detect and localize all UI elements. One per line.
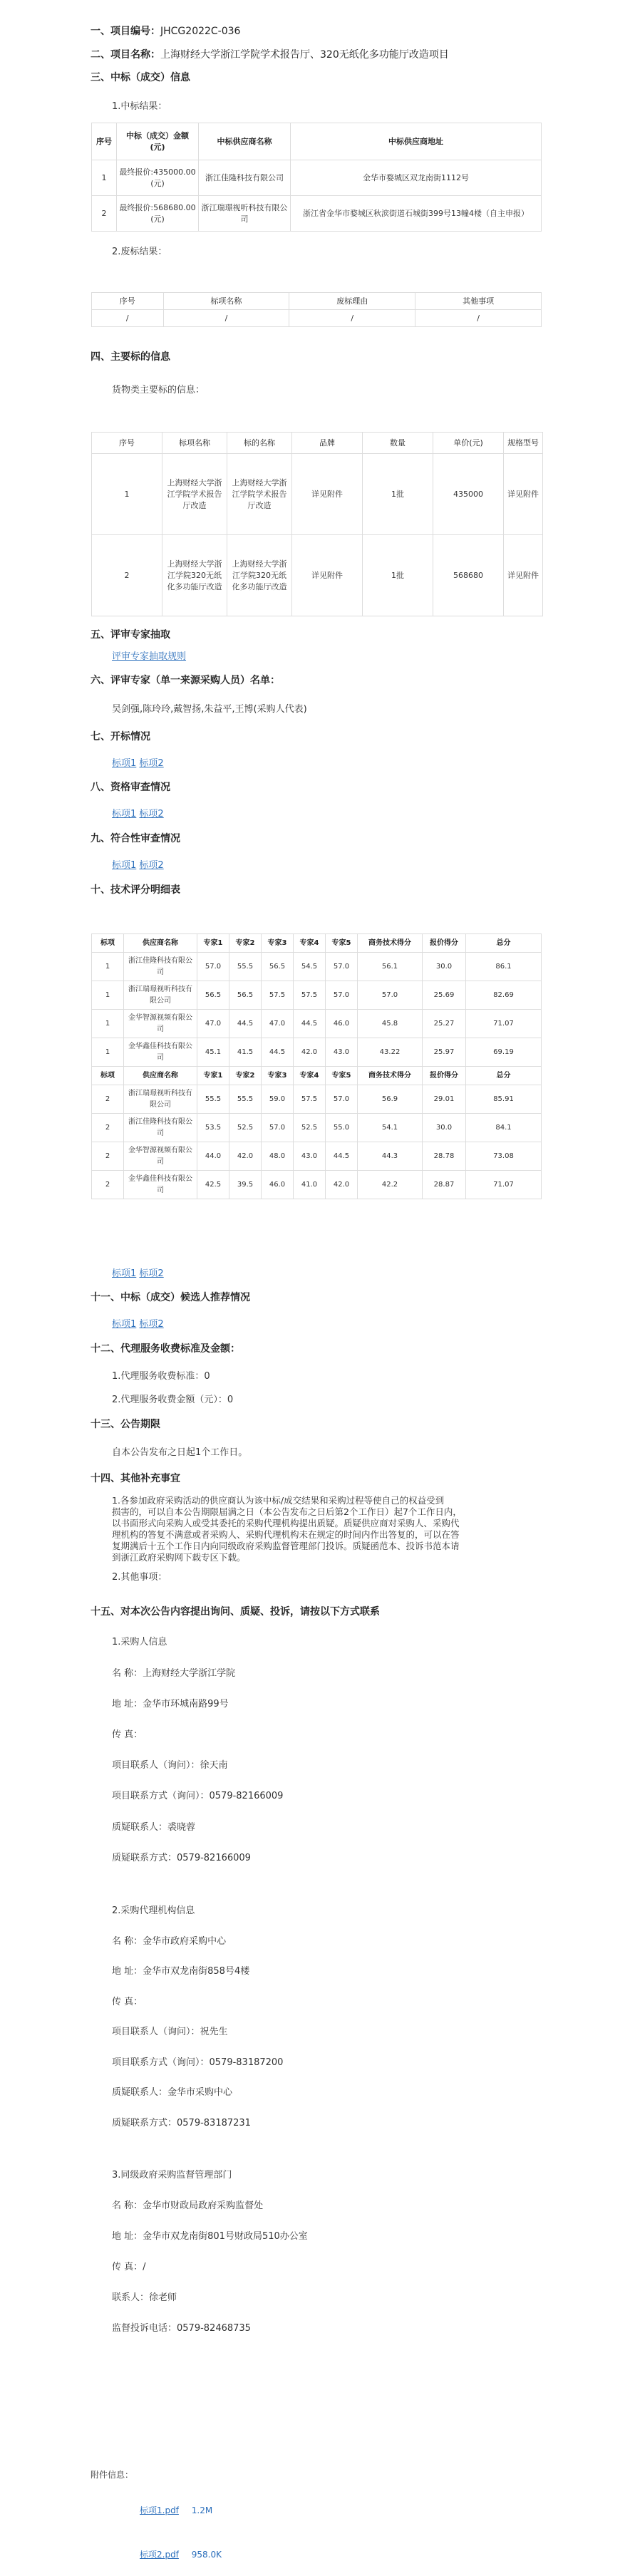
award-result-table <box>91 123 542 232</box>
col-header: 中标供应商名称 <box>199 123 291 160</box>
score-cell: 57.0 <box>326 1085 358 1114</box>
score-cell: 1 <box>92 1038 124 1067</box>
score-cell: 52.5 <box>294 1114 326 1142</box>
invalid-result-table <box>91 292 542 327</box>
score-cell: 28.78 <box>423 1142 466 1171</box>
section-qualification: 八、资格审查情况 <box>91 782 170 793</box>
section-supplement: 十四、其他补充事宜 <box>91 1473 180 1484</box>
score-cell: 25.69 <box>423 981 466 1010</box>
section-agency-fee: 十二、代理服务收费标准及金额： <box>91 1343 240 1355</box>
score-cell: 54.5 <box>294 953 326 981</box>
score-cell: 1 <box>92 953 124 981</box>
table-cell: / <box>415 310 542 327</box>
purchaser-query-contact: 质疑联系人：裘晓蓉 <box>112 1822 196 1833</box>
goods-table <box>91 432 543 616</box>
col-header: 标项名称 <box>162 433 227 454</box>
score-cell: 57.5 <box>262 981 294 1010</box>
table-cell: 435000 <box>433 454 504 535</box>
notice-period-text: 自本公告发布之日起1个工作日。 <box>112 1447 248 1458</box>
score-cell: 28.87 <box>423 1171 466 1199</box>
score-cell: 44.5 <box>294 1010 326 1038</box>
score-cell: 48.0 <box>262 1142 294 1171</box>
section-tech-score: 十、技术评分明细表 <box>91 884 180 896</box>
score-cell: 53.5 <box>197 1114 229 1142</box>
score-cell: 56.5 <box>262 953 294 981</box>
table-cell: / <box>289 310 415 327</box>
lot1-link[interactable]: 标项1 <box>112 1268 137 1279</box>
score-cell: 浙江佳隆科技有限公司 <box>124 1114 197 1142</box>
table-cell: 金华市婺城区双龙南街1112号 <box>291 160 542 196</box>
table-row <box>92 310 542 327</box>
score-cell: 57.0 <box>326 981 358 1010</box>
score-cell: 25.97 <box>423 1038 466 1067</box>
score-cell: 57.0 <box>197 953 229 981</box>
lot1-link[interactable]: 标项1 <box>112 809 137 819</box>
score-cell: 41.5 <box>229 1038 262 1067</box>
fee-amount: 2.代理服务收费金额（元）：0 <box>112 1395 234 1405</box>
table-cell: 详见附件 <box>292 454 363 535</box>
invalid-result-title: 2.废标结果： <box>112 247 167 257</box>
goods-title: 货物类主要标的信息： <box>112 385 205 395</box>
table-row <box>92 160 542 196</box>
section-candidates: 十一、中标（成交）候选人推荐情况 <box>91 1292 250 1303</box>
score-row <box>92 1171 542 1199</box>
score-cell: 55.5 <box>229 953 262 981</box>
score-cell: 43.22 <box>358 1038 423 1067</box>
lot1-link[interactable]: 标项1 <box>112 860 137 871</box>
score-cell: 2 <box>92 1171 124 1199</box>
attachment-link-lot2[interactable]: 标项2.pdf <box>140 2550 179 2560</box>
table-cell: 上海财经大学浙江学院学术报告厅改造 <box>227 454 292 535</box>
score-cell: 57.5 <box>294 1085 326 1114</box>
compliance-links <box>112 857 164 871</box>
table-cell: 上海财经大学浙江学院学术报告厅改造 <box>162 454 227 535</box>
score-cell: 57.0 <box>358 981 423 1010</box>
supervisor-contact: 联系人：徐老师 <box>112 2292 177 2303</box>
score-cell: 56.5 <box>229 981 262 1010</box>
table-cell: 最终报价:568680.00(元) <box>117 196 199 232</box>
score-links <box>112 1266 164 1279</box>
purchaser-query-phone: 质疑联系方式：0579-82166009 <box>112 1853 251 1863</box>
supervisor-name: 名 称：金华市财政局政府采购监督处 <box>112 2200 264 2211</box>
table-row <box>92 196 542 232</box>
col-header: 总分 <box>466 934 542 953</box>
score-cell: 2 <box>92 1142 124 1171</box>
score-cell: 85.91 <box>466 1085 542 1114</box>
score-cell: 42.2 <box>358 1171 423 1199</box>
score-cell: 金华鑫佳科技有限公司 <box>124 1171 197 1199</box>
score-cell: 41.0 <box>294 1171 326 1199</box>
score-cell: 39.5 <box>229 1171 262 1199</box>
table-cell: 详见附件 <box>504 535 543 616</box>
score-cell: 金华鑫佳科技有限公司 <box>124 1038 197 1067</box>
score-cell: 44.3 <box>358 1142 423 1171</box>
col-header: 专家1 <box>197 1067 229 1085</box>
table-cell: 详见附件 <box>292 535 363 616</box>
table-row <box>92 454 543 535</box>
lot2-link[interactable]: 标项2 <box>139 1319 164 1330</box>
agency-name: 名 称：金华市政府采购中心 <box>112 1936 227 1947</box>
score-row <box>92 1085 542 1114</box>
col-header: 总分 <box>466 1067 542 1085</box>
score-cell: 42.0 <box>326 1171 358 1199</box>
expert-rules-link[interactable]: 评审专家抽取规则 <box>112 651 187 662</box>
col-header: 序号 <box>92 123 117 160</box>
col-header: 报价得分 <box>423 934 466 953</box>
section-expert-selection: 五、评审专家抽取 <box>91 629 170 641</box>
col-header: 序号 <box>92 433 162 454</box>
score-row <box>92 1142 542 1171</box>
attachment-size: 958.0K <box>191 2550 222 2560</box>
score-cell: 30.0 <box>423 1114 466 1142</box>
col-header: 商务技术得分 <box>358 1067 423 1085</box>
score-cell: 46.0 <box>326 1010 358 1038</box>
score-cell: 71.07 <box>466 1171 542 1199</box>
supervisor-phone: 监督投诉电话：0579-82468735 <box>112 2323 251 2334</box>
lot2-link[interactable]: 标项2 <box>139 809 164 819</box>
col-header: 报价得分 <box>423 1067 466 1085</box>
lot2-link[interactable]: 标项2 <box>139 1268 164 1279</box>
section-contact: 十五、对本次公告内容提出询问、质疑、投诉，请按以下方式联系 <box>91 1606 380 1618</box>
col-header: 标项 <box>92 1067 124 1085</box>
table-cell: 1批 <box>363 454 433 535</box>
score-cell: 47.0 <box>197 1010 229 1038</box>
agency-query-phone: 质疑联系方式：0579-83187231 <box>112 2118 251 2128</box>
other-matters: 2.其他事项： <box>112 1572 167 1583</box>
col-header: 专家2 <box>229 934 262 953</box>
col-header: 品牌 <box>292 433 363 454</box>
table-cell: 1 <box>92 454 162 535</box>
qualification-links <box>112 806 164 819</box>
col-header: 中标供应商地址 <box>291 123 542 160</box>
score-cell: 2 <box>92 1114 124 1142</box>
score-cell: 44.5 <box>229 1010 262 1038</box>
score-cell: 47.0 <box>262 1010 294 1038</box>
agency-fax: 传 真： <box>112 1997 143 2007</box>
candidate-links <box>112 1316 164 1330</box>
score-cell: 浙江瑞璟视听科技有限公司 <box>124 981 197 1010</box>
agency-phone: 项目联系方式（询问）：0579-83187200 <box>112 2057 284 2068</box>
col-header: 专家3 <box>262 934 294 953</box>
score-cell: 71.07 <box>466 1010 542 1038</box>
col-header: 单价(元) <box>433 433 504 454</box>
score-cell: 42.0 <box>229 1142 262 1171</box>
score-cell: 2 <box>92 1085 124 1114</box>
attachment-item <box>140 2504 212 2516</box>
score-cell: 45.1 <box>197 1038 229 1067</box>
col-header: 供应商名称 <box>124 1067 197 1085</box>
col-header: 专家5 <box>326 1067 358 1085</box>
score-cell: 29.01 <box>423 1085 466 1114</box>
score-cell: 86.1 <box>466 953 542 981</box>
score-cell: 44.0 <box>197 1142 229 1171</box>
table-cell: 上海财经大学浙江学院320无纸化多功能厅改造 <box>227 535 292 616</box>
purchaser-phone: 项目联系方式（询问）：0579-82166009 <box>112 1791 284 1801</box>
col-header: 专家1 <box>197 934 229 953</box>
score-table <box>91 933 542 1199</box>
score-cell: 金华智源视频有限公司 <box>124 1010 197 1038</box>
attachments-label: 附件信息： <box>91 2470 134 2480</box>
score-cell: 46.0 <box>262 1171 294 1199</box>
agency-query-contact: 质疑联系人：金华市采购中心 <box>112 2087 233 2098</box>
score-cell: 54.1 <box>358 1114 423 1142</box>
col-header: 废标理由 <box>289 293 415 310</box>
table-cell: 浙江瑞璟视听科技有限公司 <box>199 196 291 232</box>
purchaser-fax: 传 真： <box>112 1729 143 1740</box>
col-header: 序号 <box>92 293 164 310</box>
section-expert-list: 六、评审专家（单一来源采购人员）名单： <box>91 675 280 686</box>
section-notice-period: 十三、公告期限 <box>91 1419 160 1430</box>
score-cell: 浙江瑞璟视听科技有限公司 <box>124 1085 197 1114</box>
purchaser-contact: 项目联系人（询问）：徐天南 <box>112 1760 228 1771</box>
col-header: 标项 <box>92 934 124 953</box>
section-award-info: 三、中标（成交）信息 <box>91 72 190 83</box>
score-cell: 30.0 <box>423 953 466 981</box>
score-cell: 44.5 <box>262 1038 294 1067</box>
lot2-link[interactable]: 标项2 <box>139 758 164 769</box>
score-cell: 56.1 <box>358 953 423 981</box>
score-cell: 59.0 <box>262 1085 294 1114</box>
score-row <box>92 981 542 1010</box>
lot1-link[interactable]: 标项1 <box>112 1319 137 1330</box>
col-header: 数量 <box>363 433 433 454</box>
table-cell: 浙江省金华市婺城区秋滨街道石城街399号13幢4楼（自主申报） <box>291 196 542 232</box>
score-cell: 1 <box>92 1010 124 1038</box>
complaint-paragraph: 1.各参加政府采购活动的供应商认为该中标/成交结果和采购过程等使自己的权益受到 损害的，可以自本公告期限届满之日（本公告发布之日后第2个工作日）起7个工作日内， 以书面形式向采购人或受其委托的采购代理机构提出质疑。质疑供应商对采购人、采购代 理机构的答复不满意或者采购人、采购代理机构未在规定的时间内作出答复的，可以在答 复期满后十五个工作日内向同级政府采购监督管理部门投诉。质疑函范本、投诉书范本请 到浙江政府采购网下载专区下载。 <box>112 1495 462 1563</box>
fee-standard: 1.代理服务收费标准：0 <box>112 1371 210 1382</box>
score-cell: 84.1 <box>466 1114 542 1142</box>
expert-names: 吴剑强,陈玲玲,戴智扬,朱益平,王博(采购人代表) <box>112 704 307 715</box>
supervisor-title: 3.同级政府采购监督管理部门 <box>112 2170 232 2181</box>
table-cell: 浙江佳隆科技有限公司 <box>199 160 291 196</box>
score-cell: 55.5 <box>197 1085 229 1114</box>
score-cell: 45.8 <box>358 1010 423 1038</box>
score-cell: 25.27 <box>423 1010 466 1038</box>
score-row <box>92 1010 542 1038</box>
score-cell: 57.0 <box>262 1114 294 1142</box>
col-header: 供应商名称 <box>124 934 197 953</box>
score-cell: 55.5 <box>229 1085 262 1114</box>
col-header: 其他事项 <box>415 293 542 310</box>
table-cell: 2 <box>92 535 162 616</box>
purchaser-address: 地 址：金华市环城南路99号 <box>112 1699 229 1709</box>
supervisor-fax: 传 真：/ <box>112 2262 146 2272</box>
score-cell: 69.19 <box>466 1038 542 1067</box>
col-header: 商务技术得分 <box>358 934 423 953</box>
score-cell: 56.9 <box>358 1085 423 1114</box>
score-cell: 44.5 <box>326 1142 358 1171</box>
score-cell: 82.69 <box>466 981 542 1010</box>
agency-address: 地 址：金华市双龙南街858号4楼 <box>112 1966 250 1977</box>
supervisor-address: 地 址：金华市双龙南街801号财政局510办公室 <box>112 2231 308 2242</box>
score-cell: 55.0 <box>326 1114 358 1142</box>
lot1-link[interactable]: 标项1 <box>112 758 137 769</box>
col-header: 专家3 <box>262 1067 294 1085</box>
attachment-item <box>140 2548 222 2560</box>
project-name: 二、项目名称：上海财经大学浙江学院学术报告厅、320无纸化多功能厅改造项目 <box>91 49 449 61</box>
score-cell: 43.0 <box>326 1038 358 1067</box>
col-header: 专家4 <box>294 934 326 953</box>
section-main-items: 四、主要标的信息 <box>91 351 170 363</box>
bid-opening-links <box>112 755 164 769</box>
award-result-title: 1.中标结果： <box>112 101 167 112</box>
table-cell: 1批 <box>363 535 433 616</box>
agency-title: 2.采购代理机构信息 <box>112 1905 195 1916</box>
score-cell: 52.5 <box>229 1114 262 1142</box>
table-cell: / <box>163 310 289 327</box>
table-cell: / <box>92 310 164 327</box>
attachment-link-lot1[interactable]: 标项1.pdf <box>140 2505 179 2515</box>
section-bid-opening: 七、开标情况 <box>91 731 150 743</box>
project-number: 一、项目编号：JHCG2022C-036 <box>91 26 241 37</box>
lot2-link[interactable]: 标项2 <box>139 860 164 871</box>
table-cell: 上海财经大学浙江学院320无纸化多功能厅改造 <box>162 535 227 616</box>
table-cell: 详见附件 <box>504 454 543 535</box>
col-header: 中标（成交）金额(元) <box>117 123 199 160</box>
col-header: 规格型号 <box>504 433 543 454</box>
section-compliance: 九、符合性审查情况 <box>91 833 180 844</box>
score-cell: 金华智源视频有限公司 <box>124 1142 197 1171</box>
table-row <box>92 535 543 616</box>
col-header: 专家4 <box>294 1067 326 1085</box>
score-row <box>92 1038 542 1067</box>
col-header: 专家2 <box>229 1067 262 1085</box>
table-cell: 最终报价:435000.00(元) <box>117 160 199 196</box>
score-cell: 57.0 <box>326 953 358 981</box>
col-header: 标项名称 <box>163 293 289 310</box>
table-cell: 2 <box>92 196 117 232</box>
agency-contact: 项目联系人（询问）：祝先生 <box>112 2027 228 2037</box>
score-cell: 42.5 <box>197 1171 229 1199</box>
purchaser-name: 名 称：上海财经大学浙江学院 <box>112 1668 236 1679</box>
score-row <box>92 1114 542 1142</box>
table-cell: 1 <box>92 160 117 196</box>
score-cell: 1 <box>92 981 124 1010</box>
purchaser-title: 1.采购人信息 <box>112 1637 167 1647</box>
score-cell: 73.08 <box>466 1142 542 1171</box>
score-row <box>92 953 542 981</box>
score-cell: 42.0 <box>294 1038 326 1067</box>
score-cell: 57.5 <box>294 981 326 1010</box>
score-cell: 浙江佳隆科技有限公司 <box>124 953 197 981</box>
table-cell: 568680 <box>433 535 504 616</box>
score-cell: 56.5 <box>197 981 229 1010</box>
attachment-size: 1.2M <box>191 2505 213 2515</box>
col-header: 标的名称 <box>227 433 292 454</box>
score-cell: 43.0 <box>294 1142 326 1171</box>
col-header: 专家5 <box>326 934 358 953</box>
